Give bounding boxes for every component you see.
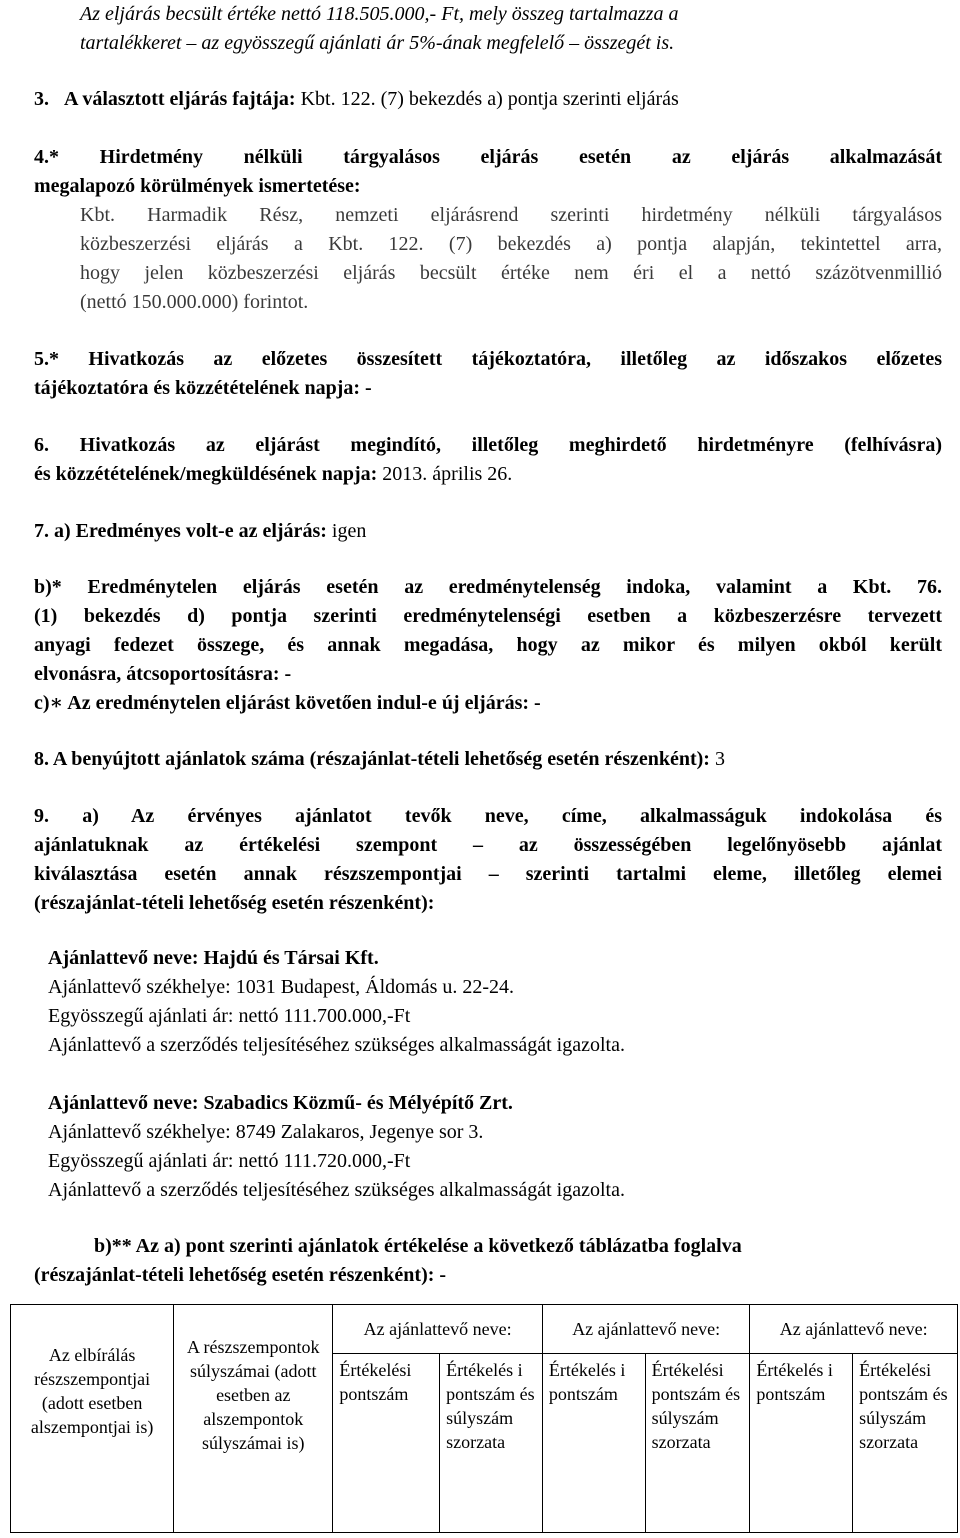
section-7b-line-1: b)* Eredménytelen eljárás esetén az eredménytelenség indoka, valamint a Kbt. 76. — [34, 576, 942, 598]
subheader-cell: Értékelés i pontszám — [750, 1354, 853, 1533]
section-4-title — [34, 143, 942, 172]
bidder-price: Egyösszegű ajánlati ár: nettó 111.720.000,-Ft — [48, 1150, 411, 1172]
bidder-note: Ajánlattevő a szerződés teljesítéséhez szükséges alkalmasságát igazolta. — [48, 1179, 625, 1201]
subheader-cell: Értékelési pontszám és súlyszám szorzata — [645, 1354, 750, 1533]
section-5-line-2: tájékoztatóra és közzétételének napja: - — [34, 377, 372, 399]
intro-line-2: tartalékkeret – az egyösszegű ajánlati ár 5%-ának megfelelő – összegét is. — [80, 32, 675, 54]
section-7c: c)∗ Az eredménytelen eljárást követően indul-e új eljárás: - — [34, 692, 541, 714]
section-4-body-2a: közbeszerzési eljárás a Kbt. 122. — [80, 233, 424, 255]
section-4-number: 4. — [34, 146, 49, 168]
bidder-seat: Ajánlattevő székhelye: 1031 Budapest, Áldomás u. 22-24. — [48, 976, 515, 998]
bidder-header: Az ajánlattevő neve: — [750, 1305, 958, 1354]
bidder-header: Az ajánlattevő neve: — [333, 1305, 543, 1354]
section-7a — [34, 517, 366, 546]
intro-line-1: Az eljárás becsült értéke nettó 118.505.000,- Ft, mely összeg tartalmazza a — [80, 3, 679, 25]
bidder-name: Ajánlattevő neve: Hajdú és Társai Kft. — [48, 947, 379, 969]
section-9-line-4: (részajánlat-tételi lehetőség esetén részenként): — [34, 892, 435, 914]
section-6-line-2 — [34, 460, 512, 489]
section-4-title-line-2: megalapozó körülmények ismertetése: — [34, 175, 361, 197]
section-3 — [34, 85, 679, 114]
section-4-body-line-3: hogy jelen közbeszerzési eljárás becsült értéke nem éri el a nettó százötvenmillió — [80, 262, 942, 284]
section-9-line-1: 9. a) Az érvényes ajánlatot tevők neve, címe, alkalmasságuk indokolása és — [34, 805, 942, 827]
subheader-cell: Értékelési pontszám — [333, 1354, 440, 1533]
section-7b-line-2: (1) bekezdés d) pontja szerinti eredménytelenségi esetben a közbeszerzésre tervezett — [34, 605, 942, 627]
section-5-line-1: 5.* Hivatkozás az előzetes összesített tájékoztatóra, illetőleg az időszakos előzetes — [34, 348, 942, 370]
section-8-label: 8. A benyújtott ajánlatok száma (részajánlat-tételi lehetőség esetén részenként): — [34, 748, 710, 770]
subheader-cell: Értékelési pontszám és súlyszám szorzata — [853, 1354, 958, 1533]
section-9b-line-2: (részajánlat-tételi lehetőség esetén részenként): - — [34, 1264, 447, 1286]
section-8-value: 3 — [714, 748, 725, 770]
section-7b-line-3: anyagi fedezet összege, és annak megadása, hogy az mikor és milyen okból került — [34, 634, 942, 656]
section-7a-label: 7. a) Eredményes volt-e az eljárás: — [34, 520, 327, 542]
section-3-value: Kbt. 122. (7) bekezdés a) pontja szerinti eljárás — [300, 88, 679, 110]
section-4-body-line-4: (nettó 150.000.000) forintot. — [80, 291, 309, 313]
evaluation-table — [10, 1304, 958, 1533]
section-4-body-line-2 — [80, 230, 942, 259]
section-3-label: A választott eljárás fajtája: — [64, 88, 296, 110]
section-9b-line-1: b)** Az a) pont szerinti ajánlatok értékelése a következő táblázatba foglalva — [94, 1235, 742, 1257]
section-7b-line-4: elvonásra, átcsoportosításra: - — [34, 663, 292, 685]
table-header-row — [11, 1305, 958, 1354]
section-6-line-1: 6. Hivatkozás az eljárást megindító, illetőleg meghirdető hirdetményre (felhívásra) — [34, 434, 942, 456]
criteria-header: Az elbírálás részszempontjai (adott esetben alszempontjai is) — [11, 1305, 174, 1533]
section-4-body-line-1: Kbt. Harmadik Rész, nemzeti eljárásrend szerinti hirdetmény nélküli tárgyalásos — [80, 204, 942, 226]
section-9-line-2: ajánlatuknak az értékelési szempont – az összességében legelőnyösebb ajánlat — [34, 834, 942, 856]
section-7a-value: igen — [331, 520, 367, 542]
section-9-line-3: kiválasztása esetén annak részszempontjai – szerinti tartalmi eleme, illetőleg elemei — [34, 863, 942, 885]
bidder-seat: Ajánlattevő székhelye: 8749 Zalakaros, Jegenye sor 3. — [48, 1121, 484, 1143]
section-4-title-text: * Hirdetmény nélküli tárgyalásos eljárás esetén az eljárás alkalmazását — [49, 146, 942, 168]
bidder-name: Ajánlattevő neve: Szabadics Közmű- és Mélyépítő Zrt. — [48, 1092, 513, 1114]
section-6-date: 2013. április 26. — [382, 463, 513, 485]
section-3-number: 3. — [34, 88, 49, 110]
subheader-cell: Értékelés i pontszám és súlyszám szorzata — [440, 1354, 543, 1533]
subheader-cell: Értékelés i pontszám — [542, 1354, 645, 1533]
section-8 — [34, 745, 725, 774]
bidder-header: Az ajánlattevő neve: — [542, 1305, 750, 1354]
bidder-price: Egyösszegű ajánlati ár: nettó 111.700.000,-Ft — [48, 1005, 411, 1027]
weights-header: A részszempontok súlyszámai (adott esetben az alszempontok súlyszámai is) — [174, 1305, 333, 1533]
bidder-note: Ajánlattevő a szerződés teljesítéséhez szükséges alkalmasságát igazolta. — [48, 1034, 625, 1056]
section-6-label: és közzétételének/megküldésének napja: — [34, 463, 378, 485]
section-4-body-2b: (7) bekezdés a) pontja alapján, tekintettel arra, — [448, 233, 942, 255]
